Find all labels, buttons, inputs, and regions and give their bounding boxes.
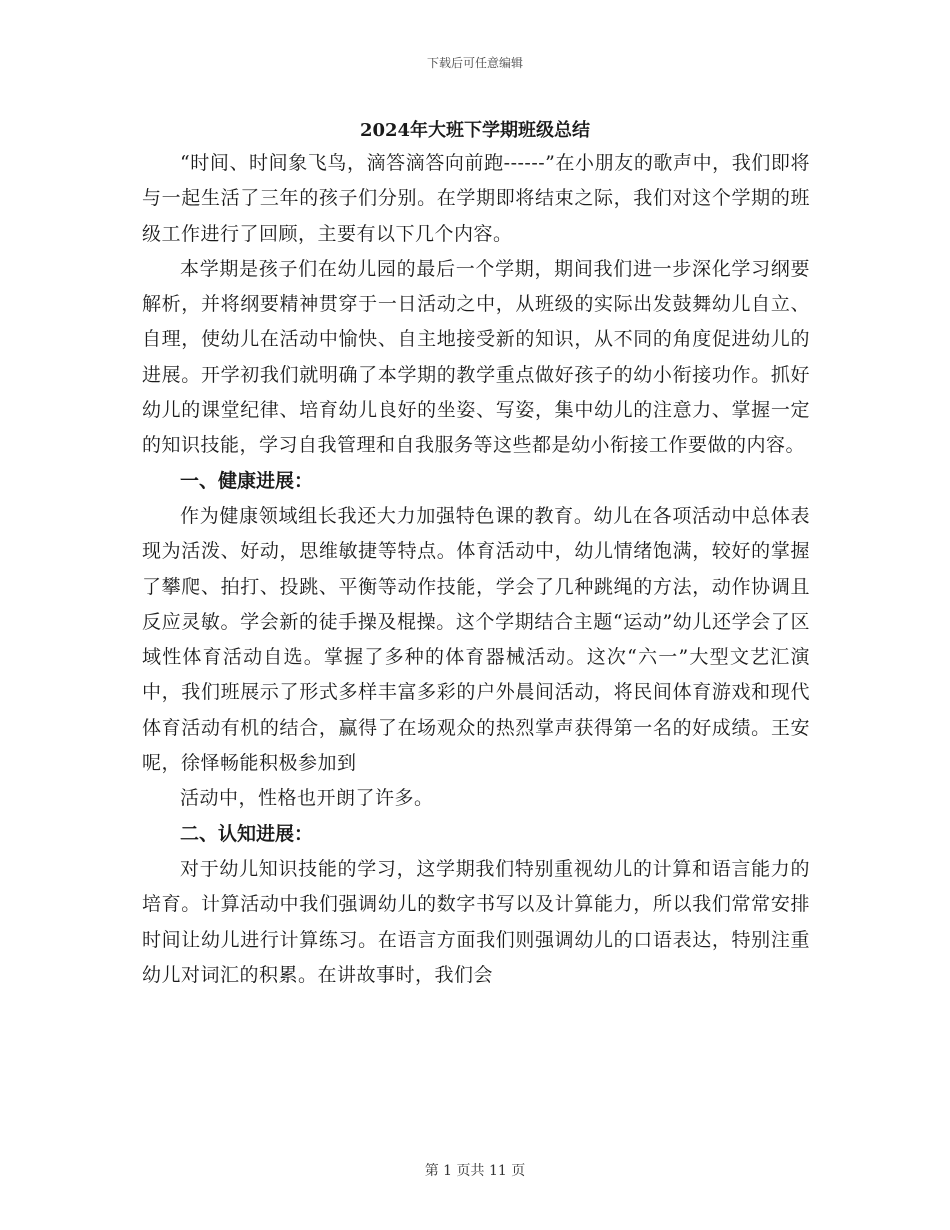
section-heading-health: 一、健康进展： [180,469,314,492]
paragraph-semester-focus: 本学期是孩子们在幼儿园的最后一个学期，期间我们进一步深化学习纲要解析，并将纲要精神贯穿于一日活动之中，从班级的实际出发鼓舞幼儿自立、自理，使幼儿在活动中愉快、自主地接受新的知识，从不同的角度促进幼儿的进展。开学初我们就明确了本学期的教学重点做好孩子的幼小衔接功作。抓好幼儿的课堂纪律、培育幼儿良好的坐姿、写姿，集中幼儿的注意力、掌握一定的知识技能，学习自我管理和自我服务等这些都是幼小衔接工作要做的内容。 [142,257,810,457]
paragraph-intro: “时间、时间象飞鸟，滴答滴答向前跑------”在小朋友的歌声中，我们即将与一起生活了三年的孩子们分别。在学期即将结束之际，我们对这个学期的班级工作进行了回顾，主要有以下几个内容。 [142,152,810,245]
document-body [142,146,810,993]
page-number: 第 1 页共 11 页 [424,1163,526,1179]
page-header-note: 下载后可任意编辑 [426,56,523,70]
section-heading-cognition: 二、认知进展： [180,822,314,845]
paragraph-cognition: 对于幼儿知识技能的学习，这学期我们特别重视幼儿的计算和语言能力的培育。计算活动中我们强调幼儿的数字书写以及计算能力，所以我们常常安排时间让幼儿进行计算练习。在语言方面我们则强调幼儿的口语表达，特别注重幼儿对词汇的积累。在讲故事时，我们会 [142,857,810,986]
document-title: 2024年大班下学期班级总结 [359,120,591,141]
paragraph-health: 作为健康领域组长我还大力加强特色课的教育。幼儿在各项活动中总体表现为活泼、好动，思维敏捷等特点。体育活动中，幼儿情绪饱满，较好的掌握了攀爬、拍打、投跳、平衡等动作技能，学会了几种跳绳的方法，动作协调且反应灵敏。学会新的徒手操及棍操。这个学期结合主题“运动”幼儿还学会了区域性体育活动自选。掌握了多种的体育器械活动。这次“六一”大型文艺汇演中，我们班展示了形式多样丰富多彩的户外晨间活动，将民间体育游戏和现代体育活动有机的结合，赢得了在场观众的热烈掌声获得第一名的好成绩。王安呢，徐怿畅能积极参加到 [142,504,810,775]
paragraph-health-continued: 活动中，性格也开朗了许多。 [180,787,434,810]
